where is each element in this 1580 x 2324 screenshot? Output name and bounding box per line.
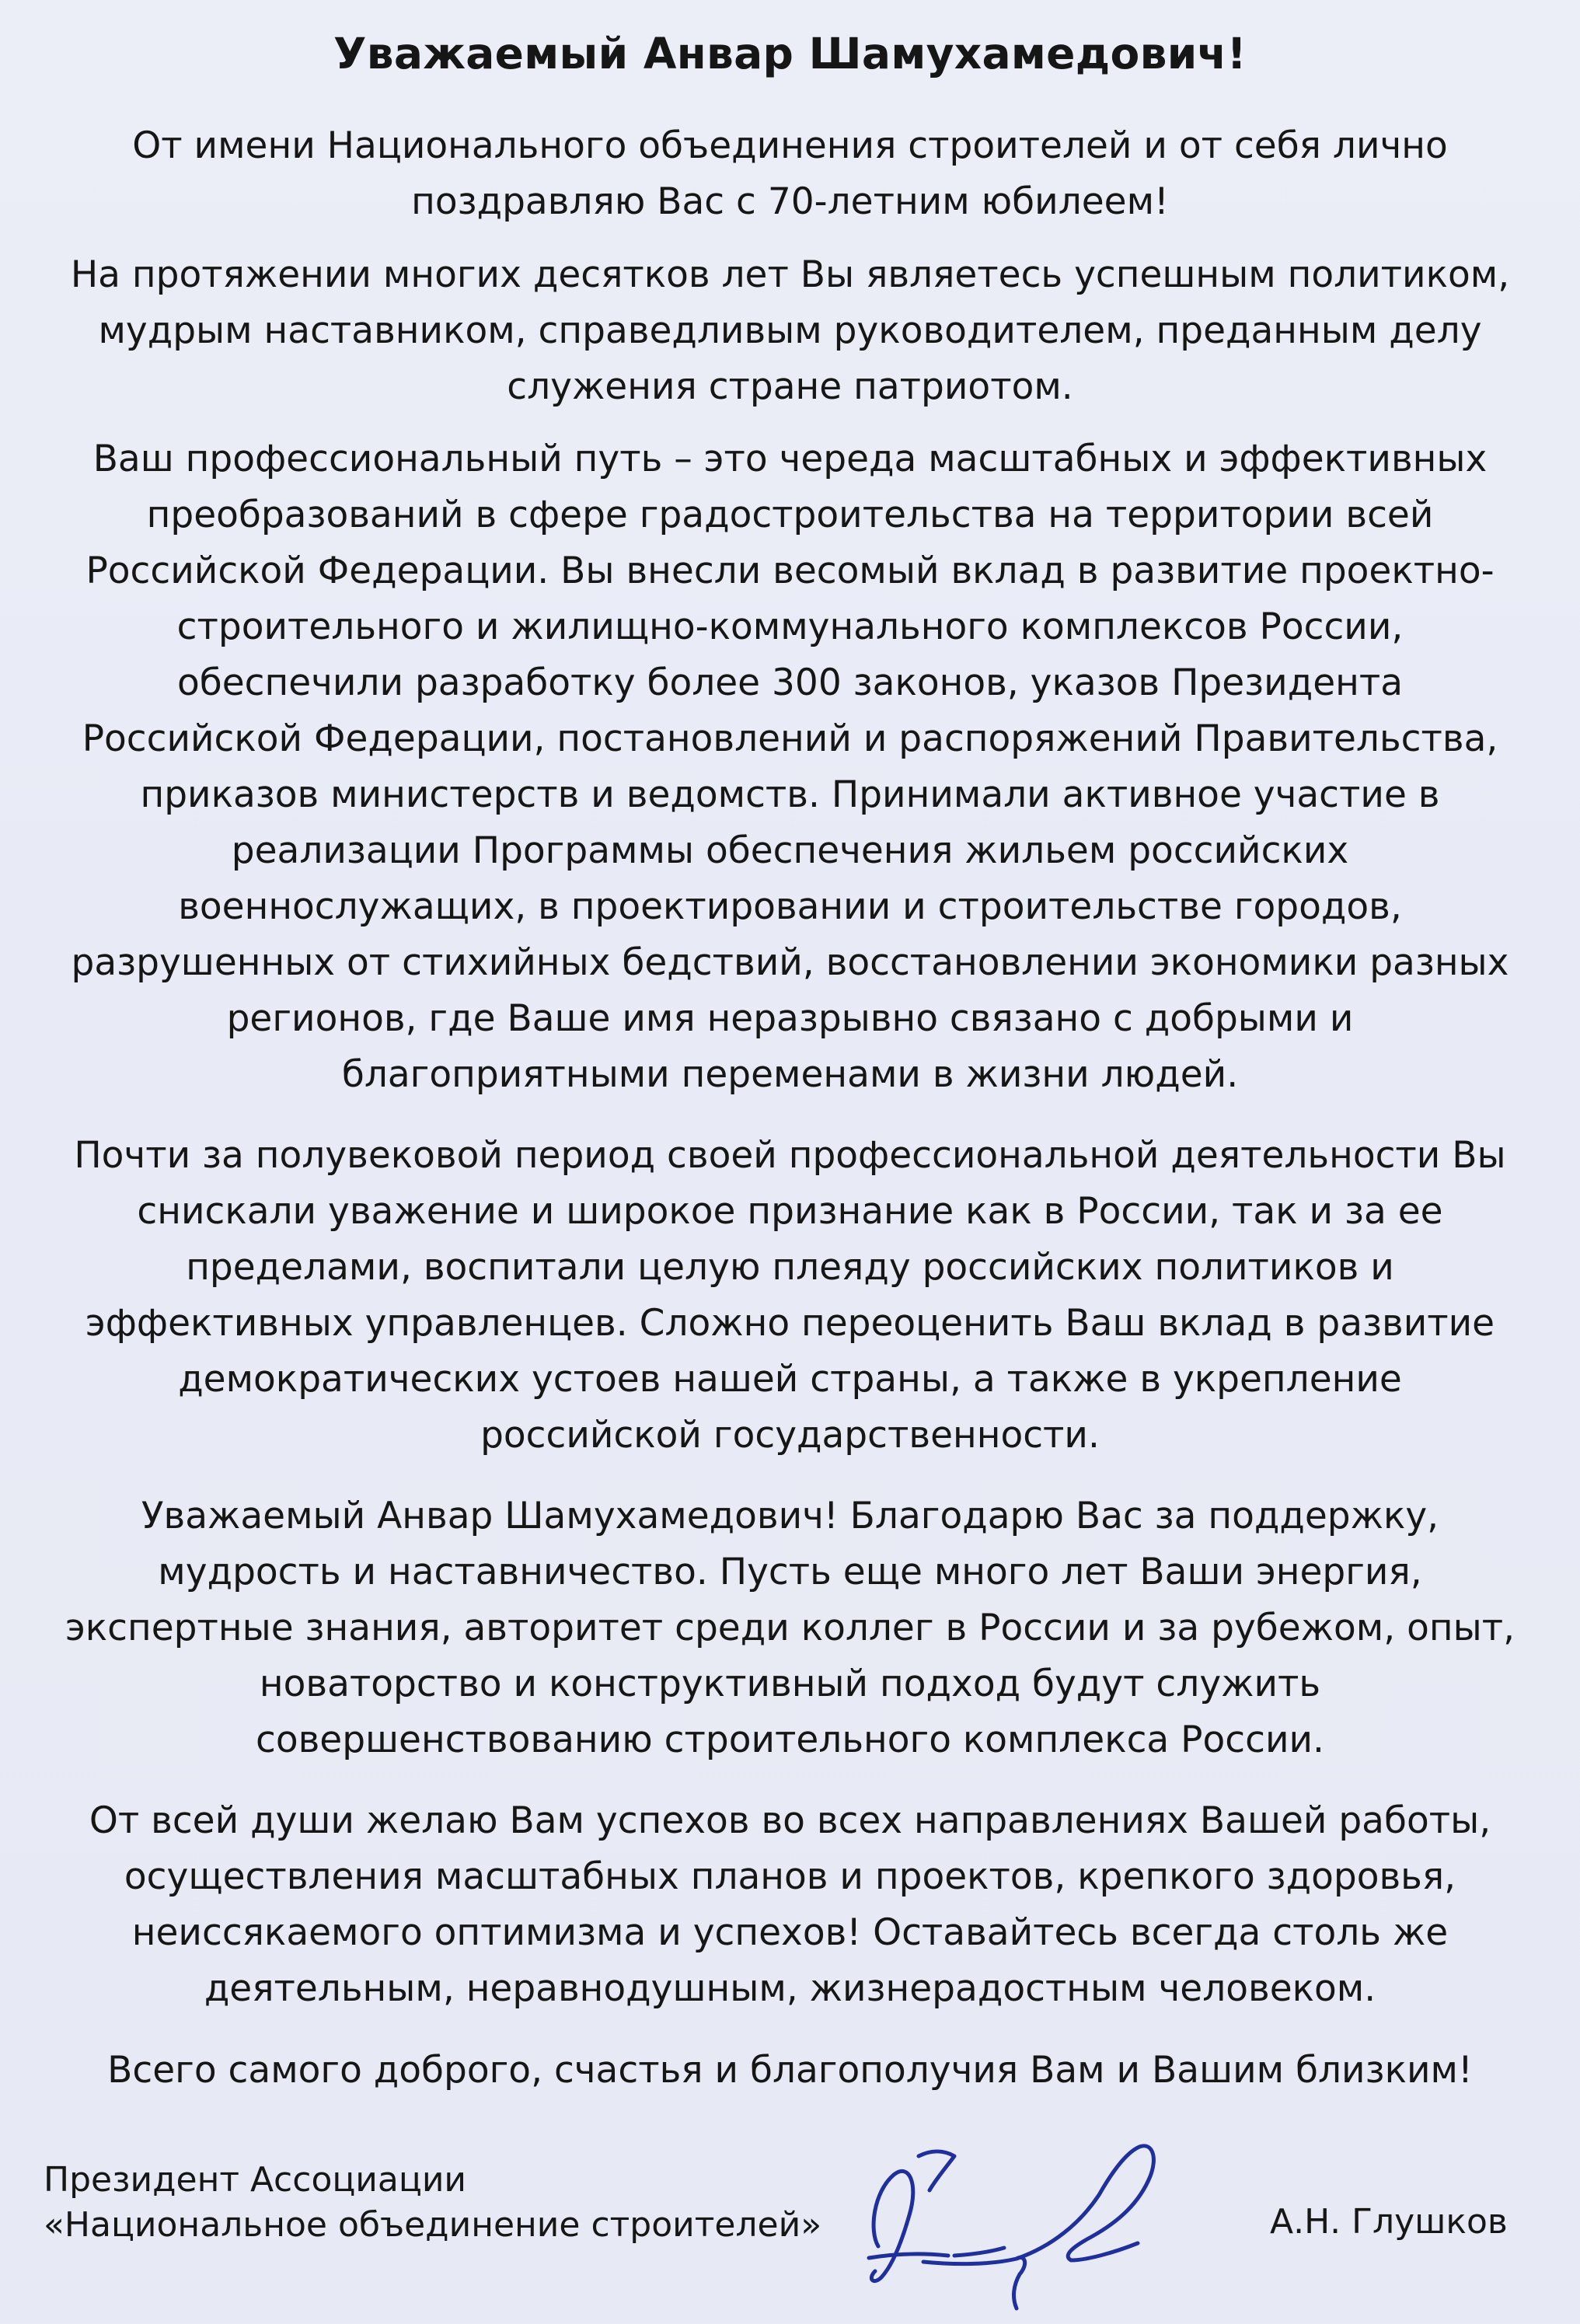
position-title-line: Президент Ассоциации: [44, 2160, 467, 2200]
paragraph-line: пределами, воспитали целую плеяду российских политиков и: [186, 1246, 1394, 1289]
paragraph-line: обеспечили разработку более 300 законов, указов Президента: [176, 661, 1404, 704]
paragraph-line: приказов министерств и ведомств. Принимали активное участие в: [140, 773, 1440, 816]
signatory-position: [44, 2158, 821, 2248]
paragraph-line: Почти за полувековой период своей профессиональной деятельности Вы: [74, 1134, 1506, 1177]
paragraph-line: мудрым наставником, справедливым руководителем, преданным делу: [98, 309, 1482, 352]
paragraph-7: [31, 2043, 1549, 2099]
paragraph-line: благоприятными переменами в жизни людей.: [341, 1053, 1239, 1096]
paragraph-line: демократических устоев нашей страны, а также в укрепление: [178, 1358, 1402, 1401]
paragraph-line: осуществления масштабных планов и проектов, крепкого здоровья,: [124, 1855, 1456, 1898]
signatory-name: А.Н. Глушков: [1270, 2202, 1508, 2242]
paragraph-line: мудрость и наставничество. Пусть еще много лет Ваши энергия,: [158, 1551, 1422, 1593]
paragraph-line: регионов, где Ваше имя неразрывно связано с добрыми и: [226, 997, 1354, 1040]
paragraph-line: российской государственности.: [480, 1414, 1100, 1457]
paragraph-line: разрушенных от стихийных бедствий, восстановлении экономики разных: [71, 941, 1509, 984]
paragraph-line: Уважаемый Анвар Шамухамедович! Благодарю Вас за поддержку,: [141, 1495, 1439, 1537]
paragraph-line: снискали уважение и широкое признание как в России, так и за ее: [137, 1190, 1443, 1233]
paragraph-line: новаторство и конструктивный подход будут служить: [259, 1663, 1321, 1705]
paragraph-6: [31, 1793, 1549, 2017]
paragraph-line: преобразований в сфере градостроительства на территории всей: [146, 494, 1434, 536]
paragraph-line: На протяжении многих десятков лет Вы являетесь успешным политиком,: [70, 253, 1510, 296]
paragraph-line: деятельным, неравнодушным, жизнерадостным человеком.: [204, 1967, 1376, 2010]
paragraph-5: [31, 1488, 1549, 1768]
paragraph-line: От имени Национального объединения строителей и от себя лично: [132, 124, 1448, 167]
paragraph-line: служения стране патриотом.: [507, 365, 1073, 408]
paragraph-line: военнослужащих, в проектировании и строительстве городов,: [178, 885, 1402, 928]
paragraph-3: [31, 431, 1549, 1103]
paragraph-line: эффективных управленцев. Сложно переоценить Ваш вклад в развитие: [85, 1302, 1495, 1345]
paragraph-line: строительного и жилищно-коммунального комплексов России,: [176, 605, 1404, 648]
position-title-line: «Национальное объединение строителей»: [44, 2205, 822, 2245]
paragraph-line: Ваш профессиональный путь – это череда масштабных и эффективных: [92, 438, 1488, 480]
letter-salutation: Уважаемый Анвар Шамухамедович!: [333, 29, 1247, 79]
paragraph-4: [31, 1128, 1549, 1464]
paragraph-line: поздравляю Вас с 70-летним юбилеем!: [411, 180, 1169, 223]
handwritten-signature: [838, 2099, 1242, 2324]
paragraph-line: совершенствованию строительного комплекса России.: [256, 1719, 1324, 1761]
paragraph-line: Российской Федерации, постановлений и распоряжений Правительства,: [82, 717, 1498, 760]
paragraph-1: [31, 118, 1549, 230]
paragraph-line: реализации Программы обеспечения жильем российских: [231, 829, 1349, 872]
paragraph-line: неиссякаемого оптимизма и успехов! Оставайтесь всегда столь же: [131, 1911, 1449, 1954]
paragraph-line: экспертные знания, авторитет среди коллег в России и за рубежом, опыт,: [65, 1607, 1515, 1649]
paragraph-2: [31, 247, 1549, 415]
paragraph-line: Всего самого доброго, счастья и благополучия Вам и Вашим близким!: [107, 2049, 1473, 2092]
paragraph-line: Российской Федерации. Вы внесли весомый вклад в развитие проектно-: [85, 550, 1495, 592]
paragraph-line: От всей души желаю Вам успехов во всех направлениях Вашей работы,: [89, 1799, 1491, 1842]
